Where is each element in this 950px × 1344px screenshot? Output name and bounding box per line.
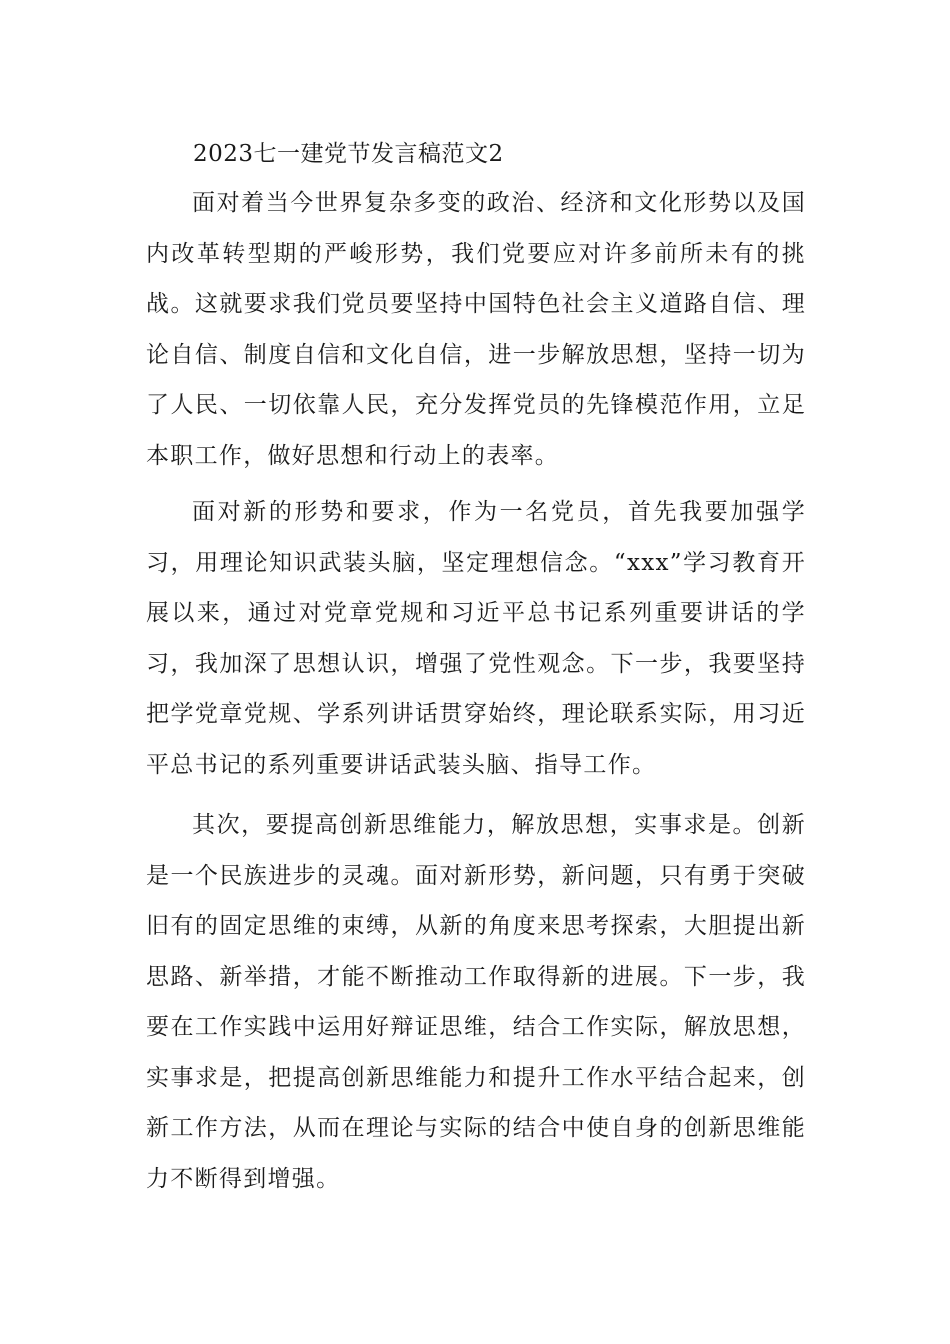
paragraph-1: 面对着当今世界复杂多变的政治、经济和文化形势以及国内改革转型期的严峻形势，我们党要应对许多前所未有的挑战。这就要求我们党员要坚持中国特色社会主义道路自信、理论自信、制度自信和文化自信，进一步解放思想，坚持一切为了人民、一切依靠人民，充分发挥党员的先锋模范作用，立足本职工作，做好思想和行动上的表率。 <box>146 190 806 469</box>
paragraph-3: 其次，要提高创新思维能力，解放思想，实事求是。创新是一个民族进步的灵魂。面对新形势，新问题，只有勇于突破旧有的固定思维的束缚，从新的角度来思考探索，大胆提出新思路、新举措，才能不断推动工作取得新的进展。下一步，我要在工作实践中运用好辩证思维，结合工作实际，解放思想，实事求是，把提高创新思维能力和提升工作水平结合起来，创新工作方法，从而在理论与实际的结合中使自身的创新思维能力不断得到增强。 <box>146 812 806 1192</box>
paragraph-2: 面对新的形势和要求，作为一名党员，首先我要加强学习，用理论知识武装头脑，坚定理想信念。“xxx”学习教育开展以来，通过对党章党规和习近平总书记系列重要讲话的学习，我加深了思想认识，增强了党性观念。下一步，我要坚持把学党章党规、学系列讲话贯穿始终，理论联系实际，用习近平总书记的系列重要讲话武装头脑、指导工作。 <box>146 499 806 778</box>
document-title: 2023七一建党节发言稿范文2 <box>193 141 504 167</box>
